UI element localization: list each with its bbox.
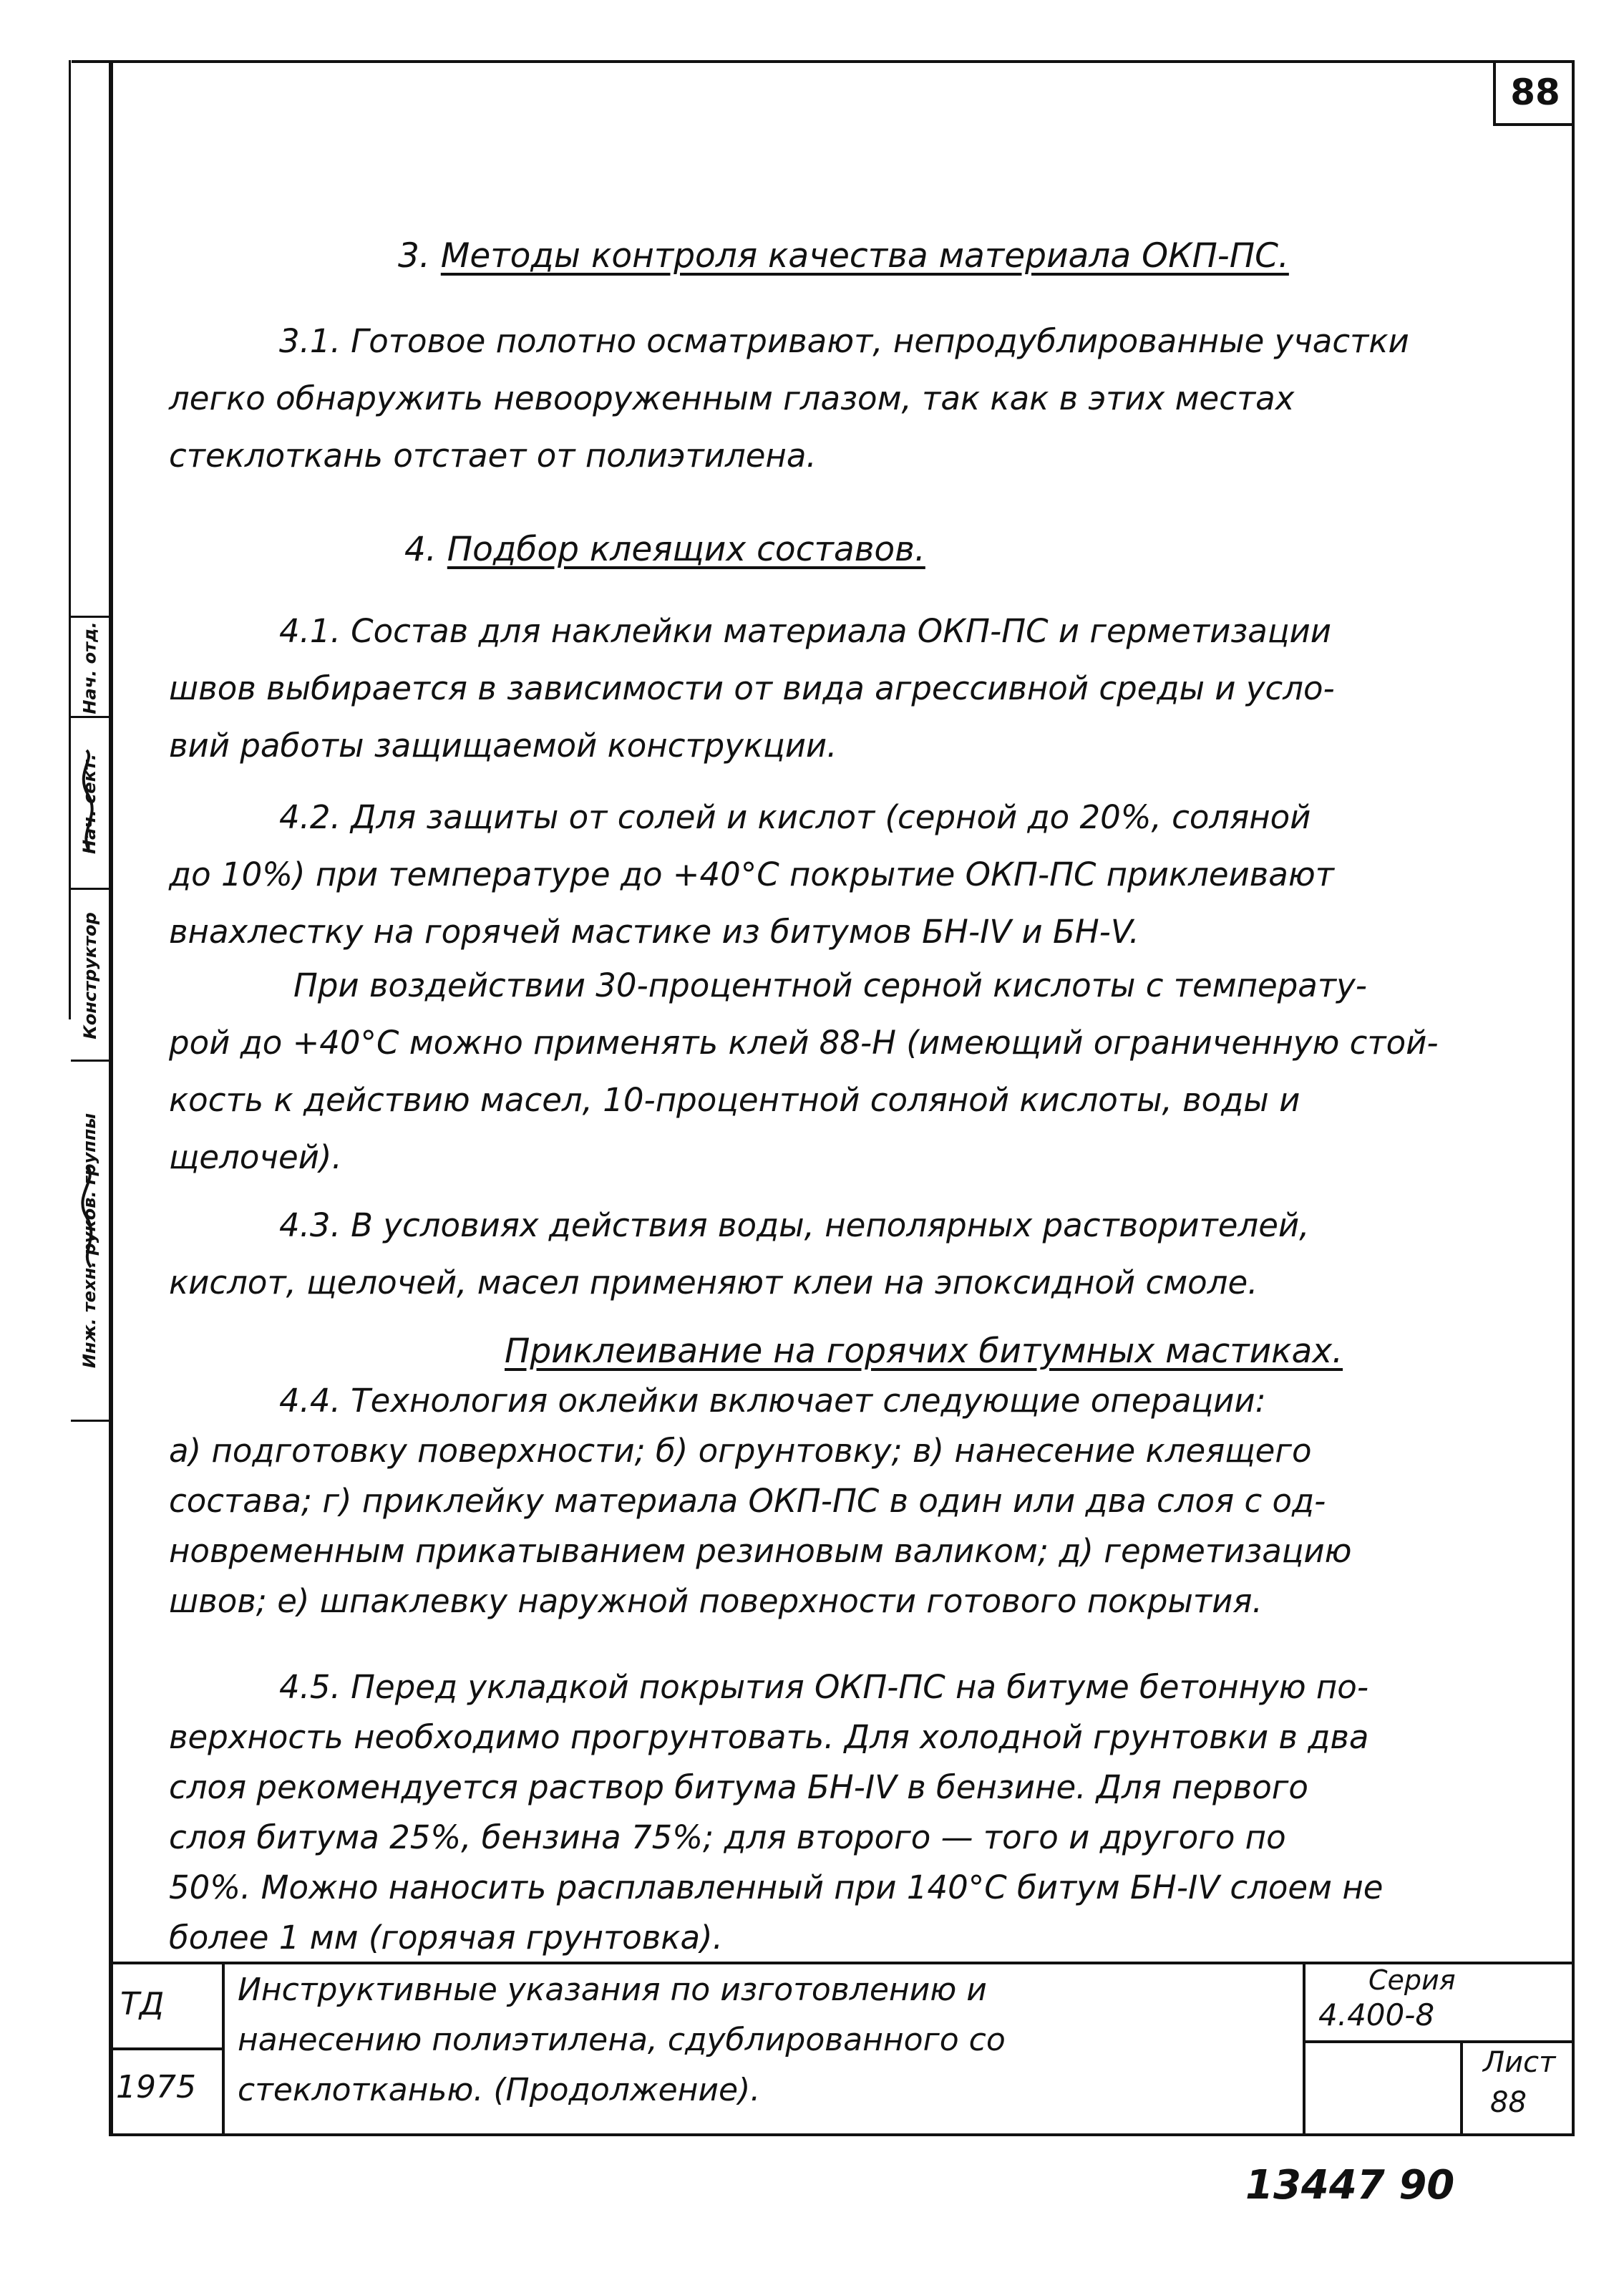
p45-line6: более 1 мм (горячая грунтовка).: [169, 1919, 723, 1957]
frame-top-border: [72, 60, 1575, 63]
title-block-series-rule: [1303, 2040, 1572, 2043]
title-block-sheet-divider: [1460, 2040, 1463, 2133]
section3-number: 3.: [398, 236, 430, 276]
title-block-desc-line3: стеклотканью. (Продолжение).: [238, 2072, 761, 2108]
title-block-sheet-value: 88: [1490, 2086, 1527, 2119]
approval-cell-head: [71, 616, 109, 718]
p42-line2: до 10%) при температуре до +40°С покрытие ОКП-ПС приклеивают: [169, 855, 1334, 893]
subheading-hot-bitumen: [505, 1332, 1343, 1371]
p42-line5: рой до +40°С можно применять клей 88-Н (имеющий ограниченную стой-: [169, 1024, 1439, 1062]
section4-number: 4.: [404, 530, 437, 569]
p45-line2: верхность необходимо прогрунтовать. Для холодной грунтовки в два: [169, 1718, 1369, 1756]
title-block-desc-line2: нанесению полиэтилена, сдублированного со: [238, 2022, 1006, 2058]
p42-line6: кость к действию масел, 10-процентной соляной кислоты, воды и: [169, 1081, 1300, 1119]
p42-line4: При воздействии 30-процентной серной кислоты с температу-: [293, 966, 1367, 1004]
title-block-series-value: 4.400-8: [1318, 1997, 1435, 2032]
p44-line4: новременным прикатыванием резиновым валиком; д) герметизацию: [169, 1532, 1352, 1570]
section4-title: Подбор клеящих составов.: [447, 530, 925, 569]
title-block-divider-2: [1303, 1962, 1305, 2133]
page-number: 88: [1493, 62, 1575, 126]
p44-line3: состава; г) приклейку материала ОКП-ПС в один или два слоя с од-: [169, 1482, 1326, 1520]
approval-cell-designer-label: Конструктор: [79, 912, 100, 1039]
p42-line3: внахлестку на горячей мастике из битумов БН-IV и БН-V.: [169, 913, 1139, 951]
section4-heading: [404, 530, 925, 569]
archive-number: 13447 90: [1245, 2162, 1455, 2209]
signature-mark-2: [74, 1160, 105, 1274]
title-block-series-label: Серия: [1368, 1964, 1456, 1996]
p43-line1: 4.3. В условиях действия воды, неполярных растворителей,: [279, 1206, 1310, 1244]
p44-line2: а) подготовку поверхности; б) огрунтовку; в) нанесение клеящего: [169, 1432, 1312, 1470]
section3-p1-line1: 3.1. Готовое полотно осматривают, непродублированные участки: [279, 322, 1409, 360]
section3-p1-line3: стеклоткань отстает от полиэтилена.: [169, 437, 817, 475]
p41-line2: швов выбирается в зависимости от вида агрессивной среды и усло-: [169, 669, 1335, 707]
title-block-org-rule: [109, 2047, 222, 2050]
p44-line5: швов; е) шпаклевку наружной поверхности готового покрытия.: [169, 1582, 1263, 1620]
p41-line3: вий работы защищаемой конструкции.: [169, 727, 837, 765]
title-block-top-rule: [109, 1962, 1572, 1964]
p45-line1: 4.5. Перед укладкой покрытия ОКП-ПС на битуме бетонную по-: [279, 1668, 1369, 1706]
section3-title: Методы контроля качества материала ОКП-ПС.: [440, 236, 1289, 276]
p41-line1: 4.1. Состав для наклейки материала ОКП-ПС и герметизации: [279, 612, 1331, 650]
title-block-year: 1975: [116, 2069, 196, 2105]
p45-line5: 50%. Можно наносить расплавленный при 140°С битум БН-IV слоем не: [169, 1868, 1384, 1906]
p45-line4: слоя битума 25%, бензина 75%; для второго — того и другого по: [169, 1818, 1286, 1856]
title-block-divider-1: [222, 1962, 225, 2133]
frame-left-border: [109, 60, 113, 2136]
section3-p1-line2: легко обнаружить невооруженным глазом, так как в этих местах: [169, 379, 1295, 417]
p43-line2: кислот, щелочей, масел применяют клеи на эпоксидной смоле.: [169, 1264, 1258, 1302]
approval-cell-designer: [71, 888, 109, 1062]
frame-bottom-border: [109, 2133, 1575, 2136]
approval-cell-group-label: Инж. техн. руков. группы: [79, 1113, 100, 1369]
section3-heading: [398, 236, 1289, 276]
approval-cell-head-label: Нач. отд.: [79, 621, 100, 714]
p44-line1: 4.4. Технология оклейки включает следующие операции:: [279, 1382, 1266, 1420]
p45-line3: слоя рекомендуется раствор битума БН-IV в бензине. Для первого: [169, 1768, 1308, 1806]
title-block: [109, 1962, 1572, 2133]
approval-cell-sector-label: Нач. сект.: [79, 753, 100, 855]
p42-line1: 4.2. Для защиты от солей и кислот (серной до 20%, соляной: [279, 798, 1311, 836]
p42-line7: щелочей).: [169, 1138, 342, 1176]
frame-right-border: [1572, 60, 1575, 2136]
approval-strip: [71, 616, 109, 1369]
title-block-sheet-label: Лист: [1483, 2046, 1556, 2079]
signature-mark: [74, 745, 105, 859]
title-block-desc-line1: Инструктивные указания по изготовлению и: [238, 1972, 987, 2008]
subheading-text: Приклеивание на горячих битумных мастиках.: [505, 1332, 1343, 1371]
title-block-org: ТД: [120, 1986, 165, 2022]
